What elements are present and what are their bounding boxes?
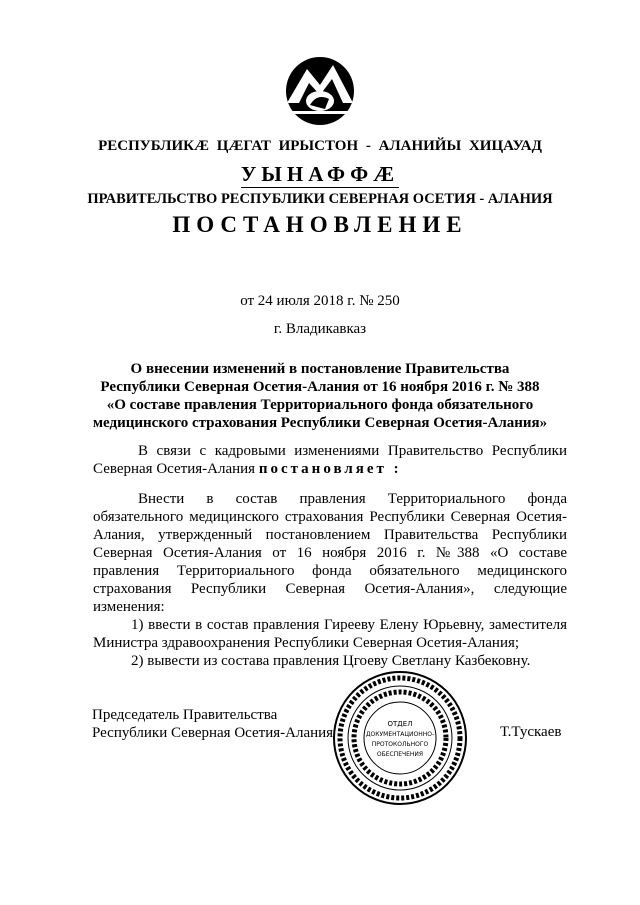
- header-ossetian-government: РЕСПУБЛИКÆ ЦÆГАТ ИРЫСТОН - АЛАНИЙЫ ХИЦАУАД: [98, 138, 542, 154]
- header-ossetian-decree: [0, 162, 640, 187]
- signatory-position: [92, 706, 333, 742]
- stamp-text: ДОКУМЕНТАЦИОННО-: [365, 731, 435, 738]
- signatory-name: Т.Тускаев: [500, 724, 562, 740]
- decree-word: постановляет: [258, 461, 387, 477]
- body-main: Внести в состав правления Территориального фонда обязательного медицинского страхования Республики Северная Осетия-Алания, утвержденный постановлением Правительства Республики Северная Осетия-Алания от 16 ноября 2016 г. №388 «О составе правления Территориального фонда обязательного медицинского страхования Республики Северная Осетия-Алания», следующие изменения:: [93, 491, 567, 615]
- header-government-name: ПРАВИТЕЛЬСТВО РЕСПУБЛИКИ СЕВЕРНАЯ ОСЕТИЯ - АЛАНИЯ: [87, 191, 553, 207]
- title-line: Республики Северная Осетия-Алания от 16 ноября 2016 г. № 388: [100, 379, 540, 395]
- list-item: 1) ввести в состав правления Гирееву Елену Юрьевну, заместителя Министра здравоохранения Республики Северная Осетия-Алания;: [93, 617, 567, 651]
- document-title: [0, 360, 640, 432]
- coat-of-arms-emblem: [277, 55, 363, 127]
- colon: :: [386, 461, 402, 477]
- stamp-text: ПРОТОКОЛЬНОГО: [371, 741, 429, 748]
- official-stamp: [330, 668, 470, 808]
- city: г. Владикавказ: [273, 321, 367, 337]
- header-ossetian-decree-text: УЫНАФФÆ: [240, 162, 400, 186]
- position-line: Председатель Правительства: [92, 707, 278, 723]
- list-item: 2) вывести из состава правления Цгоеву Светлану Казбековну.: [131, 653, 531, 669]
- stamp-text: ОТДЕЛ: [387, 720, 413, 728]
- title-line: «О составе правления Территориального фонда обязательного: [106, 397, 534, 413]
- body: [93, 490, 567, 670]
- title-line: О внесении изменений в постановление Правительства: [130, 361, 510, 377]
- document-type: ПОСТАНОВЛЕНИЕ: [172, 212, 468, 237]
- stamp-text: ОБЕСПЕЧЕНИЯ: [376, 751, 424, 758]
- date-number: от 24 июля 2018 г. № 250: [240, 293, 400, 309]
- title-line: медицинского страхования Республики Северная Осетия-Алания»: [92, 415, 548, 431]
- position-line: Республики Северная Осетия-Алания: [92, 725, 334, 741]
- preamble-text: В связи с кадровыми изменениями Правительство Республики Северная Осетия-Алания: [93, 443, 567, 477]
- preamble: [93, 442, 567, 478]
